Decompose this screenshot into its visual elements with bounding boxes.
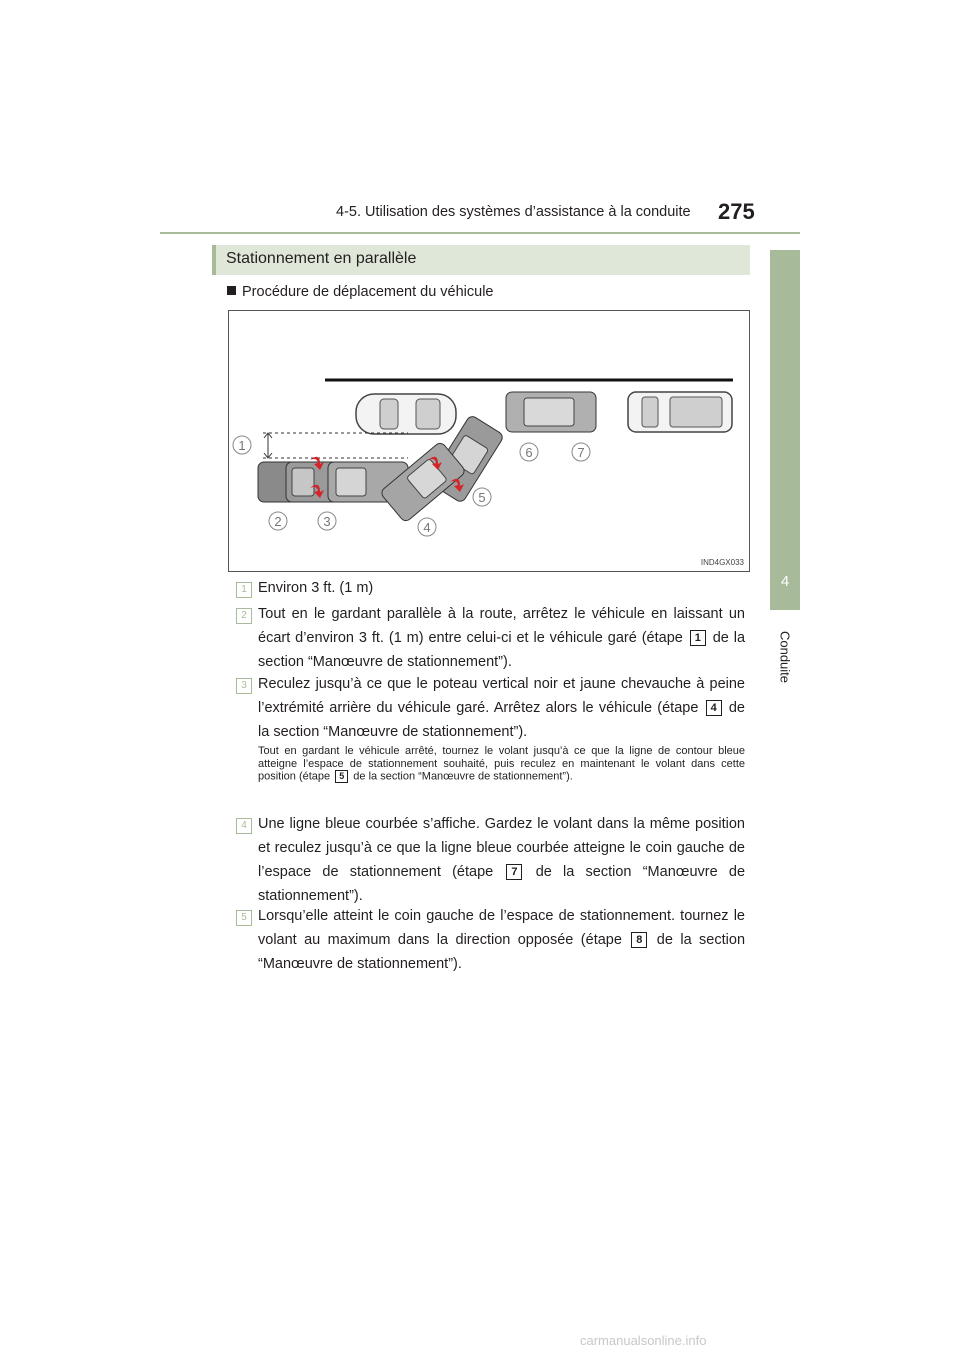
parallel-parking-diagram xyxy=(228,310,750,572)
chapter-label-text: Conduite xyxy=(777,630,793,684)
item-2-before: Tout en le gardant parallèle à la route, arrêtez le véhicule en laissant un écart d’environ 3 ft. (1 m) entre celui-ci et le véhicule garé (étape xyxy=(258,606,745,646)
figure-code: IND4GX033 xyxy=(700,558,744,567)
list-item-5 xyxy=(258,904,745,976)
item-5-after: de la section “Manœuvre de stationnement”). xyxy=(258,932,746,972)
callout-4: 4 xyxy=(423,520,431,535)
note-before: Tout en gardant le véhicule arrêté, tournez le volant jusqu’à ce que la ligne de contour bleue atteigne l’espace de stationnement souhaité, puis reculez en maintenant le volant dans cette position (étape xyxy=(258,745,745,783)
running-header-title: 4-5. Utilisation des systèmes d’assistance à la conduite xyxy=(336,204,691,220)
parked-car-front xyxy=(356,394,456,434)
step-box-4: 4 xyxy=(706,700,722,716)
callout-5: 5 xyxy=(478,490,486,505)
list-item-1 xyxy=(258,576,745,600)
item-number-3: 3 xyxy=(236,678,252,694)
item-3-before: Reculez jusqu’à ce que le poteau vertical noir et jaune chevauche à peine l’extrémité arrière du véhicule garé. Arrêtez alors le véhicule (étape xyxy=(258,676,745,716)
callout-6: 6 xyxy=(525,445,533,460)
step-box-8: 8 xyxy=(631,932,647,948)
callout-1: 1 xyxy=(238,438,246,453)
step-box-7: 7 xyxy=(506,864,522,880)
item-number-2: 2 xyxy=(236,608,252,624)
page-number: 275 xyxy=(718,199,755,224)
chapter-label xyxy=(770,622,800,692)
square-bullet-icon xyxy=(227,286,236,295)
item-1-text: Environ 3 ft. (1 m) xyxy=(258,580,374,596)
subheading-text: Procédure de déplacement du véhicule xyxy=(242,284,494,300)
callout-7: 7 xyxy=(577,445,585,460)
item-number-1: 1 xyxy=(236,582,252,598)
item-3-note xyxy=(258,745,745,783)
item-5-before: Lorsqu’elle atteint le coin gauche de l’espace de stationnement. tournez le volant au maximum dans la direction opposée (étape xyxy=(258,908,745,948)
section-title: Stationnement en parallèle xyxy=(226,250,417,267)
note-after: de la section “Manœuvre de stationnement”). xyxy=(353,770,573,783)
step-box-1: 1 xyxy=(690,630,706,646)
item-number-5: 5 xyxy=(236,910,252,926)
header-divider xyxy=(160,232,800,234)
list-item-2 xyxy=(258,602,745,674)
section-heading-bar xyxy=(212,245,750,275)
callout-3: 3 xyxy=(323,514,331,529)
item-2-after: de la section “Manœuvre de stationnement”). xyxy=(258,630,746,670)
parked-car-rear xyxy=(628,392,732,432)
item-4-before: Une ligne bleue courbée s’affiche. Gardez le volant dans la même position et reculez jusqu’à ce que la ligne bleue courbée atteigne le coin gauche de l’espace de stationnement (étape xyxy=(258,816,745,880)
item-4-after: de la section “Manœuvre de stationnement”). xyxy=(258,864,746,904)
chapter-number: 4 xyxy=(780,573,790,590)
chapter-side-tab xyxy=(770,250,800,610)
list-item-4 xyxy=(258,812,745,908)
callout-2: 2 xyxy=(274,514,282,529)
site-watermark: carmanualsonline.info xyxy=(580,1333,707,1348)
subheading xyxy=(227,284,494,300)
item-number-4: 4 xyxy=(236,818,252,834)
step-box-5: 5 xyxy=(335,770,348,783)
vehicle-final-position xyxy=(506,392,596,432)
list-item-3 xyxy=(258,672,745,744)
item-3-after: de la section “Manœuvre de stationnement”). xyxy=(258,700,745,740)
